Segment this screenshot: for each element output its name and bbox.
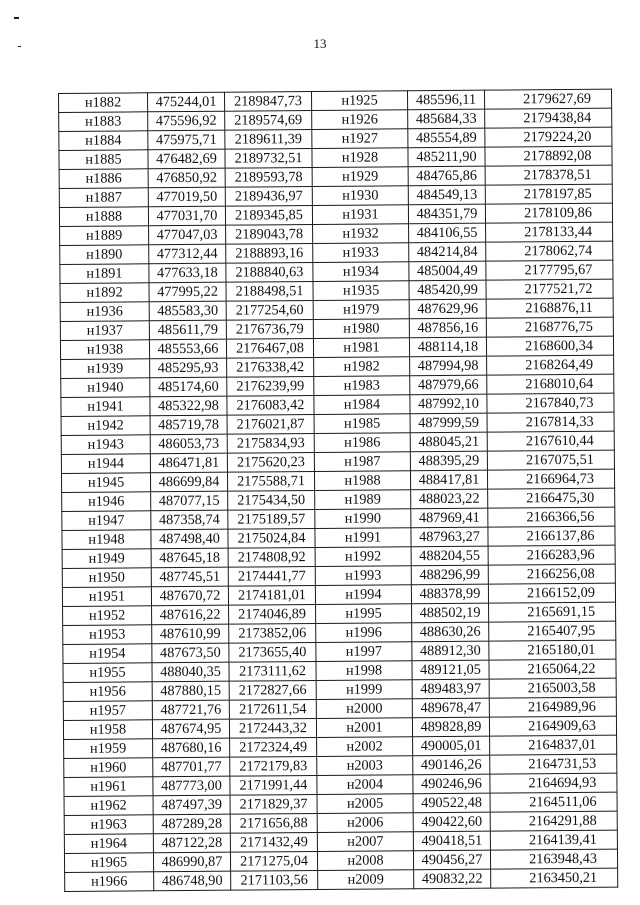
point-name-cell: н2001 bbox=[316, 718, 412, 738]
y-coordinate-cell: 2172324,49 bbox=[230, 737, 317, 757]
point-name-cell: н2005 bbox=[317, 794, 413, 814]
y-coordinate-cell: 2189611,39 bbox=[225, 130, 312, 150]
point-name-cell: н1995 bbox=[316, 604, 412, 624]
point-name-cell: н1932 bbox=[313, 224, 409, 244]
x-coordinate-cell: 489828,89 bbox=[412, 717, 489, 737]
y-coordinate-cell: 2176021,87 bbox=[227, 414, 314, 434]
point-name-cell: н1986 bbox=[314, 433, 410, 453]
point-name-cell: н1962 bbox=[64, 796, 153, 816]
x-coordinate-cell: 487856,16 bbox=[409, 318, 486, 338]
y-coordinate-cell: 2189043,78 bbox=[226, 225, 313, 245]
x-coordinate-cell: 488040,35 bbox=[152, 662, 229, 682]
point-name-cell: н1960 bbox=[64, 758, 153, 778]
point-name-cell: н1935 bbox=[313, 281, 409, 301]
point-name-cell: н1957 bbox=[63, 701, 152, 721]
point-name-cell: н2003 bbox=[317, 756, 413, 776]
point-name-cell: н1889 bbox=[60, 226, 149, 246]
point-name-cell: н1947 bbox=[62, 511, 151, 531]
point-name-cell: н1984 bbox=[314, 395, 410, 415]
x-coordinate-cell: 485295,93 bbox=[150, 358, 227, 378]
x-coordinate-cell: 484106,55 bbox=[409, 223, 486, 243]
x-coordinate-cell: 488023,22 bbox=[411, 489, 488, 509]
x-coordinate-cell: 487969,41 bbox=[411, 508, 488, 528]
x-coordinate-cell: 488912,30 bbox=[412, 641, 489, 661]
x-coordinate-cell: 490832,22 bbox=[414, 869, 491, 889]
y-coordinate-cell: 2188840,63 bbox=[226, 263, 313, 283]
point-name-cell: н1944 bbox=[61, 454, 150, 474]
y-coordinate-cell: 2171656,88 bbox=[230, 813, 317, 833]
x-coordinate-cell: 485554,89 bbox=[408, 128, 485, 148]
point-name-cell: н1963 bbox=[64, 815, 153, 835]
x-coordinate-cell: 487674,95 bbox=[152, 719, 229, 739]
x-coordinate-cell: 477047,03 bbox=[149, 225, 226, 245]
y-coordinate-cell: 2164291,88 bbox=[490, 811, 617, 831]
y-coordinate-cell: 2166256,08 bbox=[488, 564, 615, 584]
point-name-cell: н1883 bbox=[59, 112, 148, 132]
x-coordinate-cell: 489483,97 bbox=[412, 679, 489, 699]
y-coordinate-cell: 2168600,34 bbox=[486, 336, 613, 356]
point-name-cell: н1931 bbox=[312, 205, 408, 225]
y-coordinate-cell: 2167814,33 bbox=[487, 412, 614, 432]
x-coordinate-cell: 485322,98 bbox=[150, 396, 227, 416]
point-name-cell: н1884 bbox=[59, 131, 148, 151]
y-coordinate-cell: 2177795,67 bbox=[486, 260, 613, 280]
x-coordinate-cell: 490422,60 bbox=[413, 812, 490, 832]
x-coordinate-cell: 484351,79 bbox=[408, 204, 485, 224]
point-name-cell: н1940 bbox=[61, 378, 150, 398]
y-coordinate-cell: 2189847,73 bbox=[224, 92, 311, 112]
point-name-cell: н1999 bbox=[316, 680, 412, 700]
y-coordinate-cell: 2171103,56 bbox=[231, 870, 318, 890]
y-coordinate-cell: 2174808,92 bbox=[228, 547, 315, 567]
x-coordinate-cell: 488417,81 bbox=[410, 470, 487, 490]
y-coordinate-cell: 2163450,21 bbox=[491, 868, 618, 888]
point-name-cell: н1928 bbox=[312, 148, 408, 168]
y-coordinate-cell: 2166366,56 bbox=[488, 507, 615, 527]
x-coordinate-cell: 487979,66 bbox=[410, 375, 487, 395]
point-name-cell: н1991 bbox=[315, 528, 411, 548]
point-name-cell: н1982 bbox=[314, 357, 410, 377]
x-coordinate-cell: 487992,10 bbox=[410, 394, 487, 414]
y-coordinate-cell: 2189732,51 bbox=[225, 149, 312, 169]
x-coordinate-cell: 476482,69 bbox=[148, 149, 225, 169]
point-name-cell: н1882 bbox=[59, 93, 148, 113]
y-coordinate-cell: 2175620,23 bbox=[227, 452, 314, 472]
point-name-cell: н1888 bbox=[59, 207, 148, 227]
y-coordinate-cell: 2164989,96 bbox=[489, 697, 616, 717]
x-coordinate-cell: 488630,26 bbox=[412, 622, 489, 642]
y-coordinate-cell: 2171432,49 bbox=[230, 832, 317, 852]
point-name-cell: н1950 bbox=[62, 568, 151, 588]
point-name-cell: н1890 bbox=[60, 245, 149, 265]
x-coordinate-cell: 488204,55 bbox=[411, 546, 488, 566]
point-name-cell: н1997 bbox=[316, 642, 412, 662]
x-coordinate-cell: 485719,78 bbox=[150, 415, 227, 435]
point-name-cell: н1996 bbox=[316, 623, 412, 643]
point-name-cell: н1953 bbox=[63, 625, 152, 645]
table-row bbox=[65, 868, 618, 891]
x-coordinate-cell: 485583,30 bbox=[149, 301, 226, 321]
y-coordinate-cell: 2165407,95 bbox=[489, 621, 616, 641]
x-coordinate-cell: 488045,21 bbox=[410, 432, 487, 452]
point-name-cell: н1948 bbox=[62, 530, 151, 550]
x-coordinate-cell: 488296,99 bbox=[411, 565, 488, 585]
point-name-cell: н1942 bbox=[61, 416, 150, 436]
y-coordinate-cell: 2164837,01 bbox=[490, 735, 617, 755]
point-name-cell: н1885 bbox=[59, 150, 148, 170]
point-name-cell: н1938 bbox=[60, 340, 149, 360]
point-name-cell: н1945 bbox=[61, 473, 150, 493]
y-coordinate-cell: 2172827,66 bbox=[229, 680, 316, 700]
point-name-cell: н1990 bbox=[315, 509, 411, 529]
y-coordinate-cell: 2178062,74 bbox=[486, 241, 613, 261]
point-name-cell: н2006 bbox=[317, 813, 413, 833]
y-coordinate-cell: 2167840,73 bbox=[487, 393, 614, 413]
x-coordinate-cell: 490005,01 bbox=[413, 736, 490, 756]
y-coordinate-cell: 2168776,75 bbox=[486, 317, 613, 337]
y-coordinate-cell: 2173111,62 bbox=[229, 661, 316, 681]
x-coordinate-cell: 488395,29 bbox=[410, 451, 487, 471]
point-name-cell: н1958 bbox=[63, 720, 152, 740]
x-coordinate-cell: 485004,49 bbox=[409, 261, 486, 281]
x-coordinate-cell: 487645,18 bbox=[151, 548, 228, 568]
y-coordinate-cell: 2178378,51 bbox=[485, 165, 612, 185]
point-name-cell: н1892 bbox=[60, 283, 149, 303]
point-name-cell: н1983 bbox=[314, 376, 410, 396]
y-coordinate-cell: 2179224,20 bbox=[485, 127, 612, 147]
y-coordinate-cell: 2165180,01 bbox=[489, 640, 616, 660]
point-name-cell: н1987 bbox=[314, 452, 410, 472]
x-coordinate-cell: 490456,27 bbox=[413, 850, 490, 870]
y-coordinate-cell: 2167075,51 bbox=[487, 450, 614, 470]
x-coordinate-cell: 485684,33 bbox=[408, 109, 485, 129]
x-coordinate-cell: 487773,00 bbox=[153, 776, 230, 796]
x-coordinate-cell: 487880,15 bbox=[152, 681, 229, 701]
y-coordinate-cell: 2179438,84 bbox=[485, 108, 612, 128]
x-coordinate-cell: 476850,92 bbox=[148, 168, 225, 188]
x-coordinate-cell: 490522,48 bbox=[413, 793, 490, 813]
x-coordinate-cell: 487721,76 bbox=[152, 700, 229, 720]
y-coordinate-cell: 2189574,69 bbox=[225, 111, 312, 131]
x-coordinate-cell: 487999,59 bbox=[410, 413, 487, 433]
point-name-cell: н1934 bbox=[313, 262, 409, 282]
point-name-cell: н1988 bbox=[314, 471, 410, 491]
y-coordinate-cell: 2163948,43 bbox=[490, 849, 617, 869]
y-coordinate-cell: 2176338,42 bbox=[227, 358, 314, 378]
point-name-cell: н1964 bbox=[64, 834, 153, 854]
scan-speck bbox=[14, 17, 19, 19]
point-name-cell: н1956 bbox=[63, 682, 152, 702]
point-name-cell: н2000 bbox=[316, 699, 412, 719]
x-coordinate-cell: 485420,99 bbox=[409, 280, 486, 300]
point-name-cell: н1930 bbox=[312, 186, 408, 206]
y-coordinate-cell: 2172179,83 bbox=[230, 756, 317, 776]
y-coordinate-cell: 2175189,57 bbox=[228, 509, 315, 529]
x-coordinate-cell: 489121,05 bbox=[412, 660, 489, 680]
x-coordinate-cell: 487616,22 bbox=[152, 605, 229, 625]
y-coordinate-cell: 2168264,49 bbox=[487, 355, 614, 375]
x-coordinate-cell: 475975,71 bbox=[148, 130, 225, 150]
x-coordinate-cell: 487963,27 bbox=[411, 527, 488, 547]
y-coordinate-cell: 2166475,30 bbox=[488, 488, 615, 508]
point-name-cell: н1927 bbox=[312, 129, 408, 149]
x-coordinate-cell: 487629,96 bbox=[409, 299, 486, 319]
x-coordinate-cell: 486053,73 bbox=[150, 434, 227, 454]
y-coordinate-cell: 2166152,09 bbox=[488, 583, 615, 603]
y-coordinate-cell: 2174046,89 bbox=[229, 604, 316, 624]
x-coordinate-cell: 485211,90 bbox=[408, 147, 485, 167]
x-coordinate-cell: 477031,70 bbox=[148, 206, 225, 226]
point-name-cell: н1980 bbox=[313, 319, 409, 339]
x-coordinate-cell: 487680,16 bbox=[153, 738, 230, 758]
point-name-cell: н1993 bbox=[315, 566, 411, 586]
x-coordinate-cell: 477312,44 bbox=[149, 244, 226, 264]
x-coordinate-cell: 486748,90 bbox=[154, 871, 231, 891]
x-coordinate-cell: 486990,87 bbox=[153, 852, 230, 872]
x-coordinate-cell: 487358,74 bbox=[151, 510, 228, 530]
y-coordinate-cell: 2177521,72 bbox=[486, 279, 613, 299]
y-coordinate-cell: 2175588,71 bbox=[227, 471, 314, 491]
point-name-cell: н1965 bbox=[64, 853, 153, 873]
x-coordinate-cell: 488502,19 bbox=[412, 603, 489, 623]
x-coordinate-cell: 487610,99 bbox=[152, 624, 229, 644]
x-coordinate-cell: 487670,72 bbox=[151, 586, 228, 606]
x-coordinate-cell: 486699,84 bbox=[150, 472, 227, 492]
y-coordinate-cell: 2166964,73 bbox=[487, 469, 614, 489]
y-coordinate-cell: 2176239,99 bbox=[227, 377, 314, 397]
y-coordinate-cell: 2175834,93 bbox=[227, 433, 314, 453]
y-coordinate-cell: 2176083,42 bbox=[227, 395, 314, 415]
y-coordinate-cell: 2177254,60 bbox=[226, 301, 313, 321]
y-coordinate-cell: 2178197,85 bbox=[485, 184, 612, 204]
x-coordinate-cell: 487289,28 bbox=[153, 814, 230, 834]
x-coordinate-cell: 477019,50 bbox=[148, 187, 225, 207]
x-coordinate-cell: 490246,96 bbox=[413, 774, 490, 794]
point-name-cell: н2009 bbox=[318, 870, 414, 890]
point-name-cell: н1946 bbox=[62, 492, 151, 512]
x-coordinate-cell: 484549,13 bbox=[408, 185, 485, 205]
y-coordinate-cell: 2188893,16 bbox=[226, 244, 313, 264]
y-coordinate-cell: 2164139,41 bbox=[490, 830, 617, 850]
point-name-cell: н2004 bbox=[317, 775, 413, 795]
point-name-cell: н1941 bbox=[61, 397, 150, 417]
coordinates-table-body bbox=[59, 89, 618, 891]
y-coordinate-cell: 2179627,69 bbox=[484, 89, 611, 109]
x-coordinate-cell: 487077,15 bbox=[151, 491, 228, 511]
x-coordinate-cell: 477995,22 bbox=[149, 282, 226, 302]
x-coordinate-cell: 485596,11 bbox=[407, 90, 484, 110]
page-number: 13 bbox=[313, 36, 327, 51]
point-name-cell: н1886 bbox=[59, 169, 148, 189]
x-coordinate-cell: 484765,86 bbox=[408, 166, 485, 186]
y-coordinate-cell: 2173655,40 bbox=[229, 642, 316, 662]
x-coordinate-cell: 487994,98 bbox=[410, 356, 487, 376]
y-coordinate-cell: 2178133,44 bbox=[486, 222, 613, 242]
x-coordinate-cell: 484214,84 bbox=[409, 242, 486, 262]
x-coordinate-cell: 490146,26 bbox=[413, 755, 490, 775]
point-name-cell: н1937 bbox=[60, 321, 149, 341]
point-name-cell: н1952 bbox=[63, 606, 152, 626]
point-name-cell: н1954 bbox=[63, 644, 152, 664]
y-coordinate-cell: 2189593,78 bbox=[225, 168, 312, 188]
coordinates-table bbox=[58, 89, 618, 892]
point-name-cell: н1949 bbox=[62, 549, 151, 569]
point-name-cell: н1992 bbox=[315, 547, 411, 567]
x-coordinate-cell: 487497,39 bbox=[153, 795, 230, 815]
point-name-cell: н1951 bbox=[62, 587, 151, 607]
y-coordinate-cell: 2174181,01 bbox=[228, 585, 315, 605]
point-name-cell: н1985 bbox=[314, 414, 410, 434]
y-coordinate-cell: 2168876,11 bbox=[486, 298, 613, 318]
point-name-cell: н1989 bbox=[315, 490, 411, 510]
point-name-cell: н1998 bbox=[316, 661, 412, 681]
point-name-cell: н2007 bbox=[317, 832, 413, 852]
y-coordinate-cell: 2189436,97 bbox=[225, 187, 312, 207]
y-coordinate-cell: 2176736,79 bbox=[226, 320, 313, 340]
x-coordinate-cell: 486471,81 bbox=[150, 453, 227, 473]
point-name-cell: н1959 bbox=[64, 739, 153, 759]
point-name-cell: н1981 bbox=[313, 338, 409, 358]
y-coordinate-cell: 2165003,58 bbox=[489, 678, 616, 698]
point-name-cell: н1943 bbox=[61, 435, 150, 455]
x-coordinate-cell: 485174,60 bbox=[150, 377, 227, 397]
point-name-cell: н2008 bbox=[317, 851, 413, 871]
point-name-cell: н1929 bbox=[312, 167, 408, 187]
y-coordinate-cell: 2175434,50 bbox=[228, 490, 315, 510]
x-coordinate-cell: 487498,40 bbox=[151, 529, 228, 549]
point-name-cell: н1891 bbox=[60, 264, 149, 284]
y-coordinate-cell: 2171991,44 bbox=[230, 775, 317, 795]
y-coordinate-cell: 2168010,64 bbox=[487, 374, 614, 394]
y-coordinate-cell: 2166283,96 bbox=[488, 545, 615, 565]
x-coordinate-cell: 475244,01 bbox=[148, 92, 225, 112]
y-coordinate-cell: 2174441,77 bbox=[228, 566, 315, 586]
x-coordinate-cell: 477633,18 bbox=[149, 263, 226, 283]
x-coordinate-cell: 488114,18 bbox=[409, 337, 486, 357]
point-name-cell: н1936 bbox=[60, 302, 149, 322]
x-coordinate-cell: 485553,66 bbox=[149, 339, 226, 359]
point-name-cell: н1961 bbox=[64, 777, 153, 797]
point-name-cell: н1933 bbox=[313, 243, 409, 263]
y-coordinate-cell: 2171829,37 bbox=[230, 794, 317, 814]
y-coordinate-cell: 2172443,32 bbox=[229, 718, 316, 738]
y-coordinate-cell: 2178109,86 bbox=[485, 203, 612, 223]
y-coordinate-cell: 2173852,06 bbox=[229, 623, 316, 643]
x-coordinate-cell: 489678,47 bbox=[412, 698, 489, 718]
point-name-cell: н1939 bbox=[61, 359, 150, 379]
point-name-cell: н1925 bbox=[311, 91, 407, 111]
point-name-cell: н1887 bbox=[59, 188, 148, 208]
y-coordinate-cell: 2175024,84 bbox=[228, 528, 315, 548]
y-coordinate-cell: 2189345,85 bbox=[225, 206, 312, 226]
y-coordinate-cell: 2188498,51 bbox=[226, 282, 313, 302]
y-coordinate-cell: 2165064,22 bbox=[489, 659, 616, 679]
y-coordinate-cell: 2178892,08 bbox=[485, 146, 612, 166]
y-coordinate-cell: 2166137,86 bbox=[488, 526, 615, 546]
x-coordinate-cell: 488378,99 bbox=[411, 584, 488, 604]
point-name-cell: н1926 bbox=[312, 110, 408, 130]
x-coordinate-cell: 487701,77 bbox=[153, 757, 230, 777]
y-coordinate-cell: 2176467,08 bbox=[226, 339, 313, 359]
y-coordinate-cell: 2167610,44 bbox=[487, 431, 614, 451]
x-coordinate-cell: 487745,51 bbox=[151, 567, 228, 587]
x-coordinate-cell: 487673,50 bbox=[152, 643, 229, 663]
x-coordinate-cell: 487122,28 bbox=[153, 833, 230, 853]
point-name-cell: н2002 bbox=[317, 737, 413, 757]
y-coordinate-cell: 2164511,06 bbox=[490, 792, 617, 812]
point-name-cell: н1979 bbox=[313, 300, 409, 320]
x-coordinate-cell: 490418,51 bbox=[413, 831, 490, 851]
y-coordinate-cell: 2164731,53 bbox=[490, 754, 617, 774]
y-coordinate-cell: 2164694,93 bbox=[490, 773, 617, 793]
y-coordinate-cell: 2165691,15 bbox=[489, 602, 616, 622]
x-coordinate-cell: 485611,79 bbox=[149, 320, 226, 340]
y-coordinate-cell: 2171275,04 bbox=[230, 851, 317, 871]
y-coordinate-cell: 2172611,54 bbox=[229, 699, 316, 719]
point-name-cell: н1966 bbox=[65, 872, 154, 892]
point-name-cell: н1994 bbox=[315, 585, 411, 605]
point-name-cell: н1955 bbox=[63, 663, 152, 683]
x-coordinate-cell: 475596,92 bbox=[148, 111, 225, 131]
y-coordinate-cell: 2164909,63 bbox=[489, 716, 616, 736]
